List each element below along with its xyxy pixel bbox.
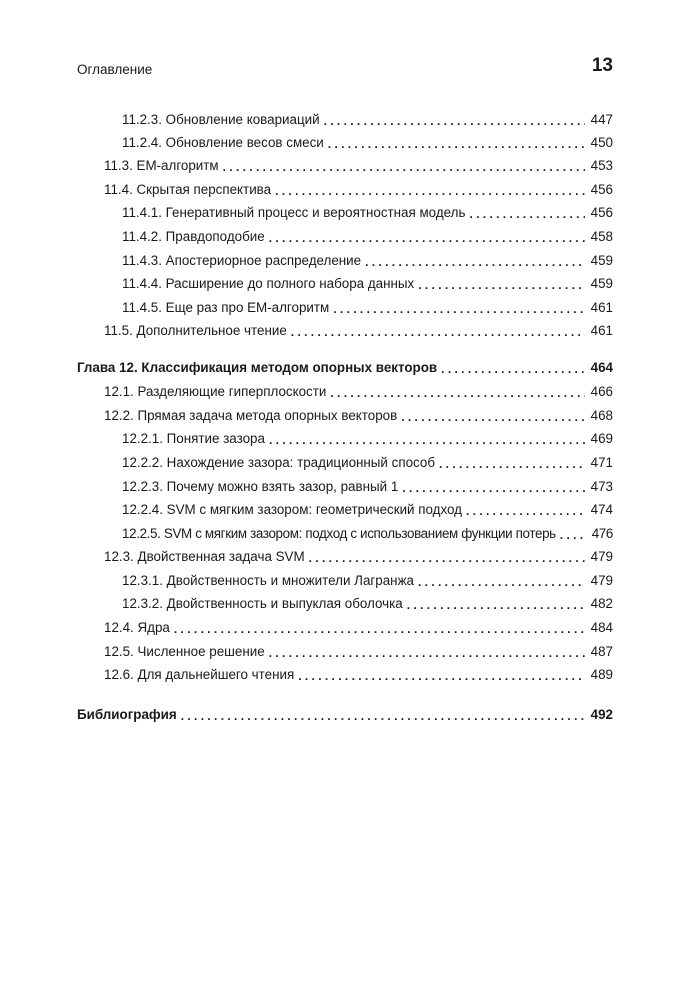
toc-entry-page: 492 [590,707,613,722]
toc-entry-page: 453 [590,158,613,173]
toc-entry[interactable] [104,640,613,660]
toc-entry-page: 461 [590,300,613,315]
page-number: 13 [591,55,613,76]
toc-entry-label: 12.2.2. Нахождение зазора: традиционный способ [122,455,435,470]
dot-leader [560,528,586,542]
toc-entry-label: 12.2.5. SVM с мягким зазором: подход с использованием функции потерь [122,526,556,541]
toc-entry-page: 471 [590,455,613,470]
dot-leader [418,575,585,589]
toc-entry-page: 450 [590,135,613,150]
dot-leader [269,433,585,447]
toc-chapter-entry[interactable] [77,356,613,376]
toc-entry[interactable] [122,201,613,221]
toc-entry-label: 12.5. Численное решение [104,644,265,659]
toc-entry-label: 11.2.3. Обновление ковариаций [122,112,320,127]
toc-entry-page: 489 [590,667,613,682]
toc-entry[interactable] [122,296,613,316]
toc-entry[interactable] [104,380,613,400]
toc-entry-page: 482 [590,596,613,611]
toc-entry[interactable] [122,108,613,128]
dot-leader [333,302,584,316]
dot-leader [324,114,585,128]
dot-leader [441,362,585,376]
dot-leader [407,598,585,612]
toc-entry-label: 11.4.2. Правдоподобие [122,229,265,244]
toc-entry-label: 12.3.1. Двойственность и множители Лагранжа [122,573,414,588]
toc-entry-label: Глава 12. Классификация методом опорных векторов [77,360,438,375]
toc-entry-label: 12.2.1. Понятие зазора [122,431,265,446]
toc-entry-label: Библиография [77,707,177,722]
toc-entry-label: 12.6. Для дальнейшего чтения [104,667,295,682]
toc-entry-page: 447 [590,112,613,127]
running-title: Оглавление [77,62,153,77]
dot-leader [401,410,584,424]
toc-entry-label: 11.3. EM-алгоритм [104,158,219,173]
toc-entry[interactable] [104,178,613,198]
dot-leader [291,325,585,339]
toc-entry-page: 459 [590,253,613,268]
toc-entry[interactable] [122,249,613,269]
dot-leader [439,457,585,471]
toc-entry-page: 458 [590,229,613,244]
dot-leader [275,184,585,198]
dot-leader [365,255,585,269]
toc-entry[interactable] [122,427,613,447]
toc-entry-label: 11.4.3. Апостериорное распределение [122,253,362,268]
toc-entry[interactable] [122,225,613,245]
toc-entry[interactable] [122,522,613,542]
toc-entry[interactable] [104,319,613,339]
toc-entry-page: 466 [590,384,613,399]
toc-entry-page: 474 [590,502,613,517]
dot-leader [181,709,585,723]
dot-leader [298,669,584,683]
toc-entry-label: 11.2.4. Обновление весов смеси [122,135,324,150]
toc-entry[interactable] [104,404,613,424]
dot-leader [269,231,585,245]
toc-entry-label: 12.2.3. Почему можно взять зазор, равный 1 [122,479,399,494]
toc-entry-page: 479 [590,549,613,564]
toc-entry-label: 12.4. Ядра [104,620,170,635]
dot-leader [328,137,585,151]
toc-entry[interactable] [122,569,613,589]
toc-entry-page: 456 [590,182,613,197]
toc-entry-page: 456 [590,205,613,220]
toc-chapter-entry[interactable] [77,703,613,723]
toc-entry-label: 11.4. Скрытая перспектива [104,182,272,197]
toc-entry-label: 12.2.4. SVM с мягким зазором: геометрический подход [122,502,462,517]
toc-entry[interactable] [122,592,613,612]
toc-entry-page: 476 [591,526,613,541]
dot-leader [309,551,585,565]
toc-entry-page: 469 [590,431,613,446]
dot-leader [469,207,584,221]
toc-entry-label: 12.3. Двойственная задача SVM [104,549,305,564]
toc-entry-page: 468 [590,408,613,423]
toc-entry-page: 479 [590,573,613,588]
toc-entry[interactable] [122,451,613,471]
toc-entry-page: 464 [590,360,613,375]
toc-entry[interactable] [122,272,613,292]
page-header [77,54,613,82]
toc-entry[interactable] [104,154,613,174]
toc-entry-page: 461 [590,323,613,338]
dot-leader [269,646,585,660]
dot-leader [418,278,584,292]
toc-entry-label: 12.2. Прямая задача метода опорных векторов [104,408,398,423]
dot-leader [223,160,585,174]
toc-entry-label: 11.4.4. Расширение до полного набора данных [122,276,415,291]
dot-leader [466,504,585,518]
toc-entry-label: 12.3.2. Двойственность и выпуклая оболочка [122,596,403,611]
toc-entry-label: 12.1. Разделяющие гиперплоскости [104,384,327,399]
toc-entry-page: 473 [590,479,613,494]
toc-entry[interactable] [122,131,613,151]
dot-leader [174,622,585,636]
dot-leader [330,386,584,400]
toc-entry-page: 484 [590,620,613,635]
toc-entry-label: 11.4.5. Еще раз про EM-алгоритм [122,300,330,315]
toc-entry-page: 487 [590,644,613,659]
toc-entry-label: 11.5. Дополнительное чтение [104,323,287,338]
dot-leader [402,481,584,495]
toc-entry-label: 11.4.1. Генеративный процесс и вероятностная модель [122,205,466,220]
toc-entry[interactable] [122,498,613,518]
toc-entry[interactable] [104,545,613,565]
toc-entry[interactable] [104,616,613,636]
toc-entry[interactable] [104,663,613,683]
toc-entry[interactable] [122,475,613,495]
toc-entry-page: 459 [590,276,613,291]
